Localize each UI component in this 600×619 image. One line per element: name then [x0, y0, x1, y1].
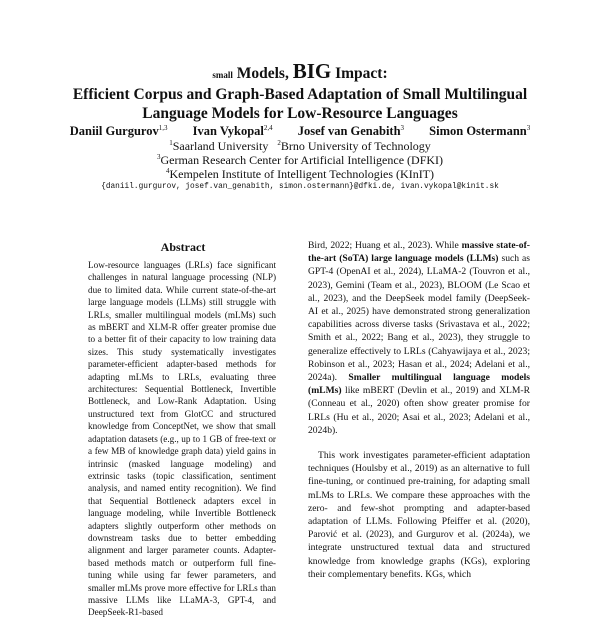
abstract-text: Low-resource languages (LRLs) face significant challenges in natural language processing (NLP) due to limited data. While current state-of-the-art large language models (LLMs) still struggle with LRLs, smaller multilingual models (mLMs) such as mBERT and XLM-R offer greater promise due to a better fit of their capacity to low training data sizes. This study systematically investigates parameter-efficient adapter-based methods for adapting mLMs to LRLs, evaluating three architectures: Sequential Bottleneck, Invertible Bottleneck, and Low-Rank Adaptation. Using unstructured text from GlotCC and structured knowledge from ConceptNet, we show that small adaptation datasets (e.g., up to 1 GB of free-text or a few MB of knowledge graph data) yield gains in intrinsic (masked language modeling) and extrinsic tasks (topic classification, sentiment analysis, and named entity recognition). We find that Sequential Bottleneck adapters excel in language modeling, while Invertible Bottleneck adapters slightly outperform other methods on downstream tasks due to better embedding alignment and larger parameter counts. Adapter-based methods match or outperform full fine-tuning while using far fewer parameters, and smaller mLMs prove more effective for LRLs than massive LLMs like LLaMA-3, GPT-4, and DeepSeek-R1-based — [88, 260, 276, 618]
body-bold-text: massive state-of-the-art (SoTA) large language models (LLMs) — [308, 240, 530, 265]
author-name: Simon Ostermann — [429, 124, 527, 139]
author-affiliation-mark: 3 — [526, 124, 531, 132]
body-paragraph: This work investigates parameter-efficient adaptation techniques (Houlsby et al., 2019) as an alternative to full fine-tuning, or continued pre-training, for adapting small mLMs to LRLs. We compare these approaches with the zero- and few-shot prompting and adapter-based adaptation of LLMs. Following Pfeiffer et al. (2020), Parović et al. (2023), and Gurgurov et al. (2024a), we integrate unstructured textual data and structured knowledge from knowledge graphs (KGs), exploring their complementary benefits. KGs, which — [308, 450, 530, 580]
title-impact-word: Impact: — [335, 65, 388, 82]
body-text: such as GPT-4 (OpenAI et al., 2024), LLaMA-2 (Touvron et al., 2023), Gemini (Team et al., 2023), BLOOM (Le Scao et al., 2023), and the DeepSeek model family (DeepSeek-AI et al., 2025) have demonstrated strong generalization capabilities across diverse tasks (Srivastava et al., 2022; Smith et al., 2022; Bang et al., 2023), they struggle to generalize effectively to LRLs (Cahyawijaya et al., 2023; Robinson et al., 2023; Hasan et al., 2024; Adelani et al., 2024a). — [308, 253, 530, 384]
affiliation-line — [0, 153, 600, 168]
body-paragraph — [308, 239, 530, 437]
title-line-2: Efficient Corpus and Graph-Based Adaptation of Small Multilingual — [72, 86, 528, 103]
title-line-1 — [0, 59, 600, 85]
author-affiliation-mark: 1,3 — [158, 124, 168, 132]
author-affiliation-mark: 2,4 — [263, 124, 273, 132]
title-line-3: Language Models for Low-Resource Languages — [142, 105, 458, 122]
affiliation-name: Saarland University — [172, 139, 269, 153]
affiliation-line — [0, 139, 600, 154]
author-name: Daniil Gurgurov — [69, 124, 159, 139]
affiliation-name: German Research Center for Artificial Intelligence (DFKI) — [160, 153, 444, 167]
body-text: like mBERT (Devlin et al., 2019) and XLM-R (Conneau et al., 2020) often show greater promise for LRLs (Hu et al., 2020; Asai et al., 2023; Adelani et al., 2024b). — [308, 385, 530, 436]
affiliation-mark: 3 — [156, 153, 161, 161]
right-column-body — [308, 239, 530, 581]
author-name: Josef van Genabith — [297, 124, 401, 139]
paper-title — [0, 59, 600, 123]
author-emails: {daniil.gurgurov, josef.van_genabith, simon.ostermann}@dfki.de, ivan.vykopal@kinit.sk — [101, 183, 499, 191]
author-affiliation-mark: 3 — [400, 124, 405, 132]
affiliation-line — [0, 167, 600, 182]
title-small-word: small — [212, 70, 233, 80]
abstract-heading: Abstract — [160, 240, 206, 254]
body-text: Bird, 2022; Huang et al., 2023). While — [308, 240, 462, 251]
affiliation-mark: 2 — [277, 139, 281, 147]
affiliation-mark: 4 — [165, 167, 170, 175]
author-list — [0, 124, 600, 139]
body-bold-text: Smaller multilingual language models (mLMs) — [308, 372, 531, 397]
affiliation-mark: 1 — [169, 139, 173, 147]
affiliation-name: Kempelen Institute of Intelligent Technologies (KInIT) — [169, 167, 435, 181]
title-models-word: Models, — [236, 65, 289, 82]
author-name: Ivan Vykopal — [192, 124, 264, 139]
title-big-word: BIG — [292, 59, 332, 83]
affiliation-name: Brno University of Technology — [280, 139, 431, 153]
